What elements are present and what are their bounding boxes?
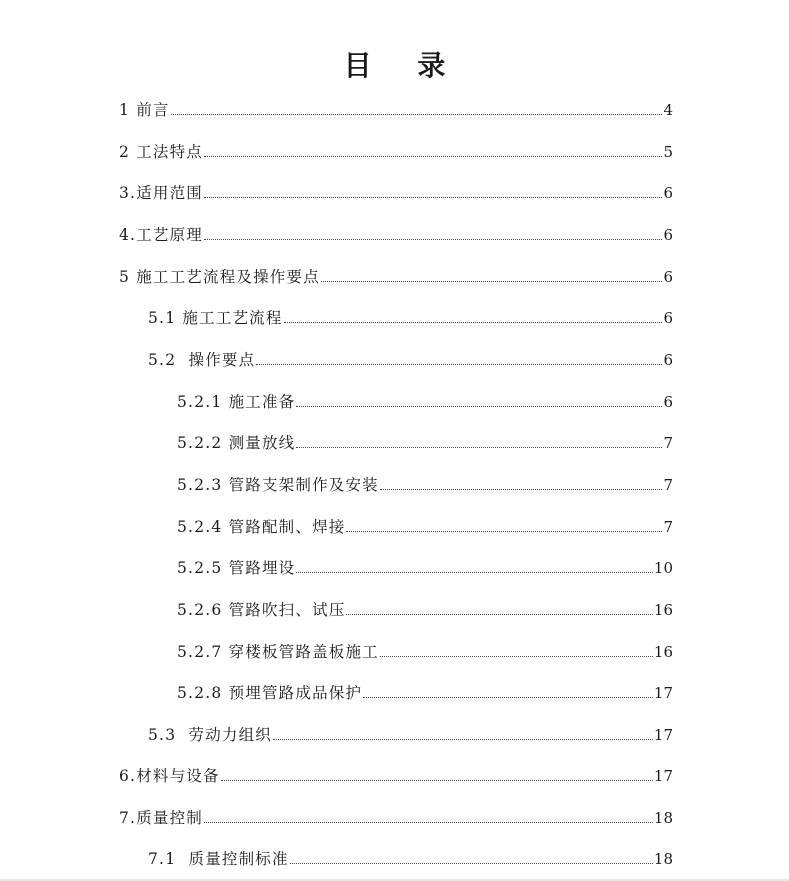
toc-entry-5-2-7[interactable] <box>177 638 673 662</box>
toc-entry-page: 6 <box>663 309 673 327</box>
toc-leader-dots <box>284 321 663 323</box>
toc-entry-5-3[interactable] <box>148 721 673 745</box>
toc-entry-5-1[interactable] <box>148 304 673 328</box>
toc-entry-5-2-2[interactable] <box>177 429 673 453</box>
toc-leader-dots <box>204 821 653 823</box>
toc-entry-label: 2 工法特点 <box>119 143 203 161</box>
toc-entry-page: 7 <box>663 434 673 452</box>
toc-entry-page: 10 <box>653 559 673 577</box>
toc-entry-page: 5 <box>663 143 673 161</box>
toc-entry-page: 6 <box>663 351 673 369</box>
toc-entry-page: 17 <box>653 684 673 702</box>
toc-entry-6[interactable] <box>119 762 673 786</box>
toc-leader-dots <box>204 155 662 157</box>
toc-entry-5-2-6[interactable] <box>177 596 673 620</box>
toc-entry-5-2-1[interactable] <box>177 388 673 412</box>
toc-leader-dots <box>380 488 663 490</box>
toc-entry-5[interactable] <box>119 263 673 287</box>
toc-leader-dots <box>363 696 653 698</box>
toc-leader-dots <box>171 113 663 115</box>
toc-entry-page: 7 <box>663 476 673 494</box>
toc-entry-label: 5 施工工艺流程及操作要点 <box>119 268 320 286</box>
toc-entry-label: 5.3 劳动力组织 <box>148 726 273 744</box>
toc-entry-2[interactable] <box>119 138 673 162</box>
toc-entry-label: 3.适用范围 <box>119 184 203 202</box>
toc-entry-5-2-3[interactable] <box>177 471 673 495</box>
toc-leader-dots <box>290 862 653 864</box>
toc-entry-page: 6 <box>663 393 673 411</box>
toc-leader-dots <box>296 571 653 573</box>
toc-entry-label: 5.2.1 施工准备 <box>177 393 296 411</box>
toc-leader-dots <box>346 613 652 615</box>
toc-entry-page: 4 <box>663 101 673 119</box>
toc-entry-label: 7.质量控制 <box>119 809 203 827</box>
toc-entry-label: 5.2.7 穿楼板管路盖板施工 <box>177 643 379 661</box>
toc-leader-dots <box>346 530 662 532</box>
toc-entry-label: 5.1 施工工艺流程 <box>148 309 283 327</box>
toc-entry-3[interactable] <box>119 179 673 203</box>
toc-entry-label: 1 前言 <box>119 101 170 119</box>
toc-entry-4[interactable] <box>119 221 673 245</box>
toc-entry-label: 5.2.4 管路配制、焊接 <box>177 518 346 536</box>
toc-entry-page: 6 <box>663 226 673 244</box>
toc-entry-label: 5.2.5 管路埋设 <box>177 559 296 577</box>
toc-leader-dots <box>256 363 662 365</box>
toc-entry-label: 5.2.2 测量放线 <box>177 434 296 452</box>
toc-leader-dots <box>380 655 653 657</box>
toc-entry-7[interactable] <box>119 804 673 828</box>
toc-entry-page: 17 <box>653 726 673 744</box>
toc-entry-page: 6 <box>663 184 673 202</box>
toc-entry-page: 6 <box>663 268 673 286</box>
toc-entry-5-2-4[interactable] <box>177 513 673 537</box>
toc-entry-label: 6.材料与设备 <box>119 767 220 785</box>
toc-entry-page: 16 <box>653 643 673 661</box>
toc-entry-label: 4.工艺原理 <box>119 226 203 244</box>
toc-entry-page: 17 <box>653 767 673 785</box>
toc-entry-5-2-5[interactable] <box>177 554 673 578</box>
page-title: 目 录 <box>343 49 464 82</box>
toc-entry-5-2-8[interactable] <box>177 679 673 703</box>
toc-entry-5-2[interactable] <box>148 346 673 370</box>
toc-entry-1[interactable] <box>119 96 673 120</box>
toc-leader-dots <box>296 446 662 448</box>
toc-entry-label: 5.2 操作要点 <box>148 351 256 369</box>
toc-entry-label: 5.2.3 管路支架制作及安装 <box>177 476 379 494</box>
toc-leader-dots <box>273 738 653 740</box>
toc-entry-page: 16 <box>653 601 673 619</box>
toc-entry-7-1[interactable] <box>148 845 673 869</box>
toc-entry-label: 7.1 质量控制标准 <box>148 850 289 868</box>
toc-entry-label: 5.2.6 管路吹扫、试压 <box>177 601 346 619</box>
toc-leader-dots <box>204 238 662 240</box>
toc-leader-dots <box>296 405 662 407</box>
toc-leader-dots <box>321 280 663 282</box>
toc-entry-page: 7 <box>663 518 673 536</box>
toc-entry-label: 5.2.8 预埋管路成品保护 <box>177 684 363 702</box>
toc-entry-page: 18 <box>653 809 673 827</box>
toc-entry-page: 18 <box>653 850 673 868</box>
toc-leader-dots <box>221 779 653 781</box>
toc-leader-dots <box>204 196 662 198</box>
